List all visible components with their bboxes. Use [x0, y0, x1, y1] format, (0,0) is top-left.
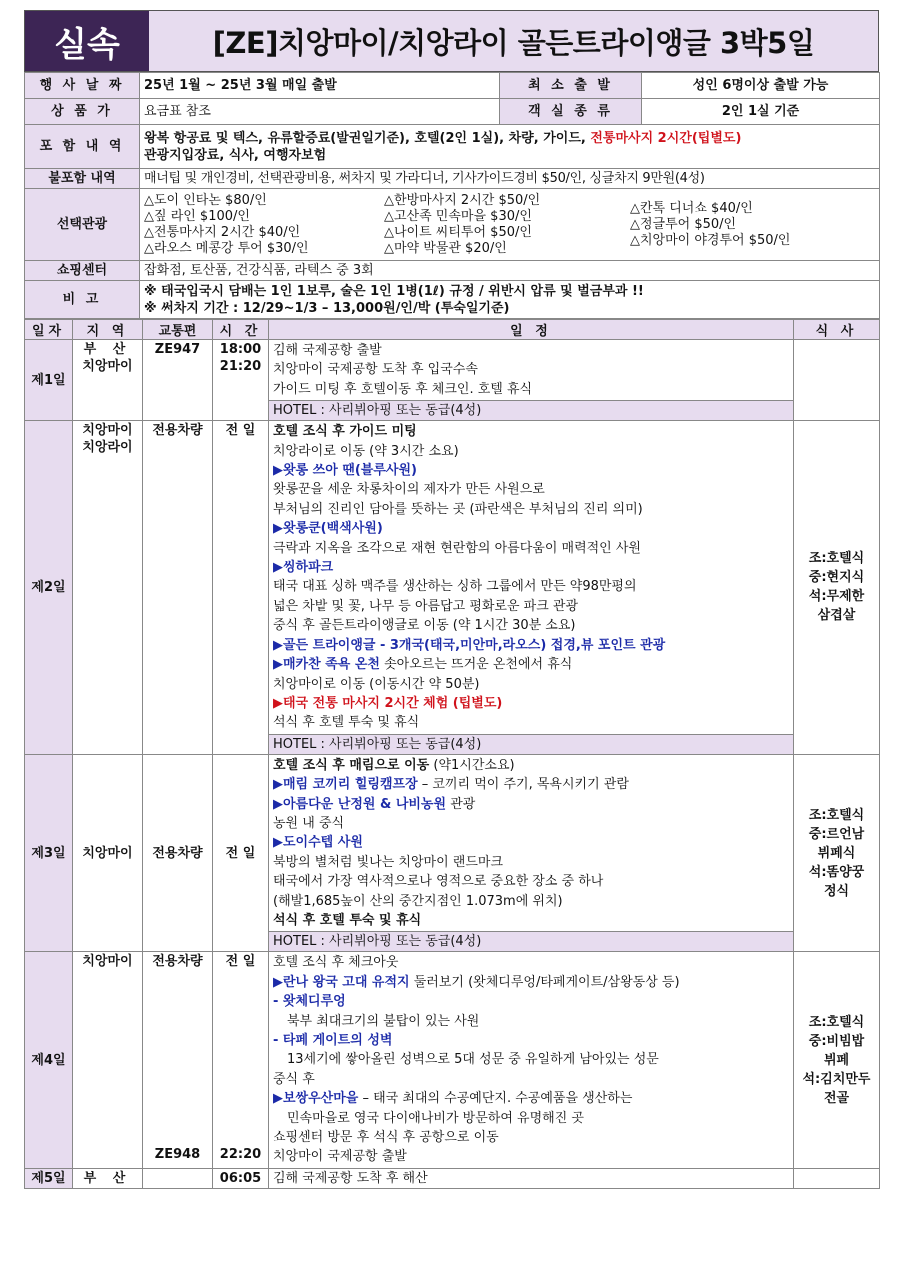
day-row-5 [25, 1168, 880, 1188]
option-item: △정글투어 $50/인 [630, 216, 737, 232]
option-item: △칸톡 디너쇼 $40/인 [630, 200, 753, 216]
day-transport: 전용차량 [143, 754, 213, 952]
hotel-info: HOTEL : 사리뷔아핑 또는 동급(4성) [269, 401, 794, 421]
attraction-title: ▶보쌍우산마을 [273, 1091, 359, 1107]
attraction-title: - 타페 게이트의 성벽 [273, 1033, 393, 1048]
itinerary-text: – 코끼리 먹이 주기, 목욕시키기 관람 [417, 777, 629, 793]
col-transport: 교통편 [143, 320, 213, 340]
attraction-title: ▶아름다운 난정원 & 나비농원 [273, 796, 447, 812]
options-list [140, 189, 880, 261]
itinerary-line: 가이드 미팅 후 호텔이동 후 체크인. 호텔 휴식 [273, 381, 533, 397]
remarks-value [140, 281, 880, 319]
col-time: 시 간 [213, 320, 269, 340]
title-bar [24, 10, 879, 72]
attraction-title: ▶골든 트라이앵글 - 3개국(태국,미안마,라오스) 접경,뷰 포인트 관광 [273, 637, 666, 653]
meal-line: 중:현지식 [808, 570, 865, 586]
itinerary-text: 관광 [446, 796, 476, 812]
day-time [213, 340, 269, 421]
day-time: 06:05 [213, 1168, 269, 1188]
option-item: △전통마사지 2시간 $40/인 [144, 224, 301, 240]
price-value: 요금표 참조 [140, 99, 500, 125]
day-transport [143, 952, 213, 1168]
place-line: 치앙마이 [82, 423, 133, 439]
day-itinerary [269, 952, 794, 1168]
day-itinerary [269, 754, 794, 932]
inclusions-text-2: 관광지입장료, 식사, 여행자보험 [144, 147, 327, 163]
meal-line: 전골 [823, 1090, 850, 1106]
day-row-3 [25, 754, 880, 932]
day-transport: 전용차량 [143, 421, 213, 755]
day-transport: ZE947 [143, 340, 213, 421]
day-meal [794, 421, 880, 755]
meal-line: 석:김치만두 [802, 1071, 871, 1087]
attraction-title: ▶씽하파크 [273, 560, 334, 576]
place-line: 치앙라이 [82, 440, 133, 456]
itinerary-line: 치앙마이로 이동 (이동시간 약 50분) [273, 676, 480, 692]
itinerary-line: 치앙마이 국제공항 출발 [273, 1149, 407, 1165]
time-line: 21:20 [219, 359, 262, 374]
day-label: 제4일 [25, 952, 73, 1168]
day-itinerary [269, 340, 794, 401]
itinerary-line: 태국 대표 싱하 맥주를 생산하는 싱하 그룹에서 만든 약98만평의 [273, 579, 637, 595]
meal-line: 조:호텔식 [808, 1014, 865, 1030]
attraction-title: ▶도이수텝 사원 [273, 835, 363, 851]
meal-line: 석:무제한 [808, 589, 865, 605]
exclusions-value: 매너팁 및 개인경비, 선택관광비용, 써차지 및 가라디너, 기사가이드경비 $50/인, 싱글차지 9만원(4성) [140, 169, 880, 189]
attraction-title: ▶왓롱쿤(백색사원) [273, 521, 383, 537]
option-item: △고산족 민속마을 $30/인 [384, 208, 532, 224]
day-place [73, 421, 143, 755]
itinerary-line: 넓은 차밭 및 꽃, 나무 등 아름답고 평화로운 파크 관광 [273, 598, 579, 614]
schedule-table [24, 319, 880, 1189]
itinerary-line: 북부 최대크기의 불탑이 있는 사원 [287, 1013, 480, 1029]
day-time: 전 일 [213, 754, 269, 952]
exclusions-label: 불포함 내역 [25, 169, 140, 189]
day-meal [794, 952, 880, 1168]
itinerary-text: (약1시간소요) [429, 757, 515, 773]
meal-line: 석:똠양꿍 [808, 864, 865, 880]
itinerary-line: 민속마을로 영국 다이애나비가 방문하여 유명해진 곳 [287, 1110, 584, 1126]
attraction-title: - 왓체디루엉 [273, 994, 346, 1010]
min-departure-value: 성인 6명이상 출발 가능 [642, 73, 880, 99]
option-item: △치앙마이 야경투어 $50/인 [630, 232, 791, 248]
inclusions-text-1: 왕복 항공료 및 텍스, 유류할증료(발권일기준), 호텔(2인 1실), 차량, 가이드, [144, 130, 591, 146]
day-place: 치앙마이 [73, 754, 143, 952]
day-time [213, 952, 269, 1168]
day-place: 부 산 [73, 1168, 143, 1188]
day-label: 제5일 [25, 1168, 73, 1188]
attraction-title: ▶매카찬 족욕 온천 [273, 657, 380, 673]
col-day: 일자 [25, 320, 73, 340]
meal-line: 정식 [823, 883, 850, 899]
remark-line: ※ 써차지 기간 : 12/29~1/3 – 13,000원/인/박 (투숙일기준) [144, 300, 510, 316]
inclusions-label: 포 함 내 역 [25, 125, 140, 169]
col-place: 지 역 [73, 320, 143, 340]
product-title: [ZE]치앙마이/치앙라이 골든트라이앵글 3박5일 [149, 11, 878, 71]
attraction-title: ▶란나 왕국 고대 유적지 [273, 974, 410, 990]
option-item: △마약 박물관 $20/인 [384, 240, 507, 256]
transport-line: 전용차량 [152, 954, 203, 970]
remark-line: ※ 태국입국시 담배는 1인 1보루, 술은 1인 1병(1ℓ) 규정 / 위반시 압류 및 벌금부과 !! [144, 283, 644, 299]
itinerary-line: 김해 국제공항 출발 [273, 343, 382, 358]
shopping-label: 쇼핑센터 [25, 261, 140, 281]
meal-line: 조:호텔식 [808, 551, 865, 567]
itinerary-line: 중식 후 골든트라이앵글로 이동 (약 1시간 30분 소요) [273, 618, 576, 634]
time-line: 18:00 [219, 342, 262, 357]
option-item: △라오스 메콩강 투어 $30/인 [144, 240, 309, 256]
itinerary-text: 솟아오르는 뜨거운 온천에서 휴식 [379, 657, 573, 673]
min-departure-label: 최 소 출 발 [500, 73, 642, 99]
option-item: △짚 라인 $100/인 [144, 208, 250, 224]
itinerary-line: 석식 후 호텔 투숙 및 휴식 [273, 715, 420, 731]
inclusions-value [140, 125, 880, 169]
option-item: △도이 인타논 $80/인 [144, 192, 267, 208]
day-label: 제1일 [25, 340, 73, 421]
itinerary-line: 북방의 별처럼 빛나는 치앙마이 랜드마크 [273, 854, 504, 870]
dates-value: 25년 1월 ~ 25년 3월 매일 출발 [140, 73, 500, 99]
day-itinerary [269, 421, 794, 735]
option-item: △한방마사지 2시간 $50/인 [384, 192, 541, 208]
attraction-title: ▶왓롱 쓰아 땐(블루사원) [273, 463, 417, 479]
col-meal: 식 사 [794, 320, 880, 340]
itinerary-line: 호텔 조식 후 가이드 미팅 [273, 424, 417, 440]
room-type-value: 2인 1실 기준 [642, 99, 880, 125]
itinerary-line: 치앙마이 국제공항 도착 후 입국수속 [273, 362, 478, 378]
itinerary-line: 왓롱꾼을 세운 차롱차이의 제자가 만든 사원으로 [273, 482, 545, 498]
meal-line: 뷔페 [823, 1052, 850, 1068]
dates-label: 행 사 날 짜 [25, 73, 140, 99]
itinerary-line: 호텔 조식 후 체크아웃 [273, 955, 399, 971]
price-label: 상 품 가 [25, 99, 140, 125]
massage-title: ▶태국 전통 마사지 2시간 체험 (팁별도) [273, 695, 503, 711]
itinerary-line: 태국에서 가장 역사적으로나 영적으로 중요한 장소 중 하나 [273, 874, 604, 890]
inclusions-massage: 전통마사지 2시간(팁별도) [590, 130, 742, 146]
day-row-4 [25, 952, 880, 1168]
itinerary-line: 농원 내 중식 [273, 815, 345, 831]
place-line: 부 산 [83, 342, 132, 357]
day-meal [794, 754, 880, 952]
day-transport [143, 1168, 213, 1188]
day-time: 전 일 [213, 421, 269, 755]
day-meal [794, 340, 880, 421]
hotel-info: HOTEL : 사리뷔아핑 또는 동급(4성) [269, 932, 794, 952]
itinerary-line: 13세기에 쌓아올린 성벽으로 5대 성문 중 유일하게 남아있는 성문 [287, 1052, 659, 1068]
meal-line: 조:호텔식 [808, 807, 865, 823]
itinerary-line: 극락과 지옥을 조각으로 재현 현란함의 아름다움이 매력적인 사원 [273, 540, 641, 556]
day-row-1 [25, 340, 880, 401]
day-place: 치앙마이 [73, 952, 143, 1168]
day-row-2 [25, 421, 880, 735]
remarks-label: 비 고 [25, 281, 140, 319]
shopping-value: 잡화점, 토산품, 건강식품, 라텍스 중 3회 [140, 261, 880, 281]
itinerary-line: 석식 후 호텔 투숙 및 휴식 [273, 912, 422, 928]
room-type-label: 객 실 종 류 [500, 99, 642, 125]
itinerary-page [24, 10, 879, 1189]
day-itinerary: 김해 국제공항 도착 후 해산 [269, 1168, 794, 1188]
category-badge: 실속 [25, 11, 149, 71]
itinerary-line: (해발1,685높이 산의 중간지점인 1.073m에 위치) [273, 893, 563, 909]
hotel-info: HOTEL : 사리뷔아핑 또는 동급(4성) [269, 734, 794, 754]
itinerary-line: 부처님의 진리인 담아를 뜻하는 곳 (파란색은 부처님의 진리 의미) [273, 501, 643, 517]
day-place [73, 340, 143, 421]
itinerary-line: 치앙라이로 이동 (약 3시간 소요) [273, 443, 459, 459]
time-line: 전 일 [225, 954, 256, 970]
option-item: △나이트 씨티투어 $50/인 [384, 224, 532, 240]
transport-line: ZE948 [154, 1147, 201, 1163]
day-label: 제2일 [25, 421, 73, 755]
time-line: 22:20 [219, 1147, 262, 1163]
place-line: 치앙마이 [82, 359, 133, 374]
day-meal [794, 1168, 880, 1188]
meal-line: 중:비빔밥 [808, 1033, 865, 1049]
attraction-title: ▶매림 코끼리 힐링캠프장 [273, 777, 418, 793]
col-itinerary: 일 정 [269, 320, 794, 340]
product-info-table [24, 72, 880, 319]
itinerary-line: 쇼핑센터 방문 후 석식 후 공항으로 이동 [273, 1130, 499, 1146]
itinerary-text: 호텔 조식 후 매림으로 이동 [273, 757, 430, 773]
itinerary-text: – 태국 최대의 수공예단지. 수공예품을 생산하는 [358, 1091, 633, 1107]
itinerary-text: 둘러보기 (왓체디루엉/타페게이트/삼왕동상 등) [409, 974, 680, 990]
options-label: 선택관광 [25, 189, 140, 261]
meal-line: 뷔페식 [817, 845, 856, 861]
itinerary-line: 중식 후 [273, 1071, 315, 1087]
day-label: 제3일 [25, 754, 73, 952]
meal-line: 중:르언남 [808, 826, 865, 842]
meal-line: 삼겹살 [817, 608, 856, 624]
